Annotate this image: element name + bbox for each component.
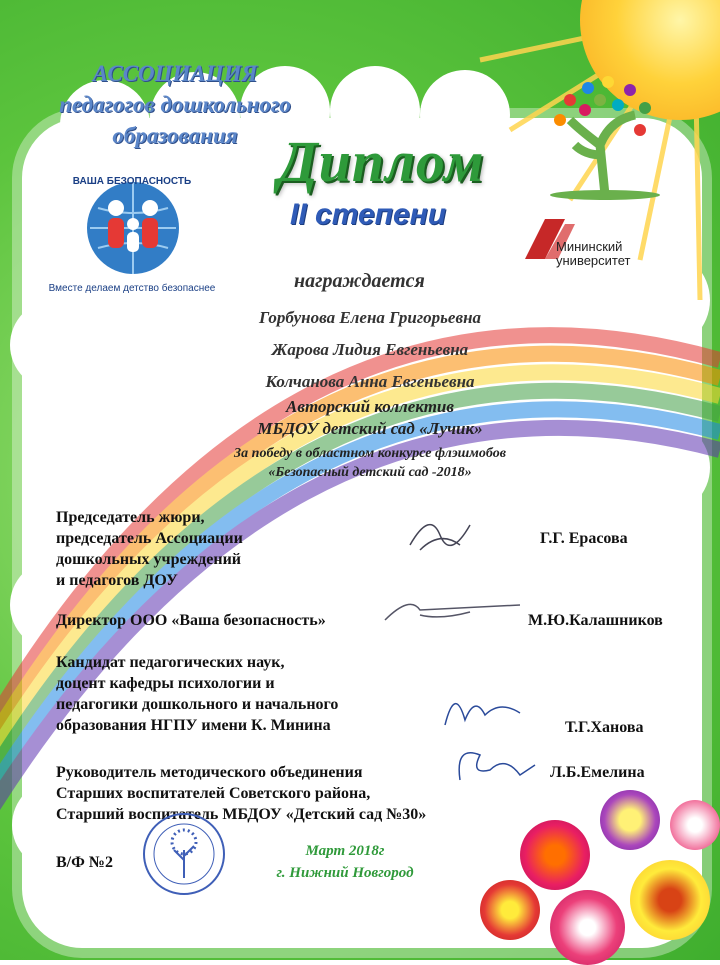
flower-bouquet (480, 780, 720, 960)
awarded-label: награждается (294, 270, 425, 292)
signer-4-position: Руководитель методического объединения Старших воспитателей Советского района, Старший воспитатель МБДОУ «Детский сад №30» (56, 764, 427, 823)
logo-title: ВАША БЕЗОПАСНОСТЬ (72, 176, 192, 187)
issue-date-place: Март 2018г г. Нижний Новгород (276, 843, 414, 881)
signature (440, 685, 530, 735)
diploma-title: Диплом (278, 129, 485, 194)
recipient-name: Жарова Лидия Евгеньевна (271, 340, 469, 359)
signature (400, 505, 480, 565)
signer-1-name: Г.Г. Ерасова (540, 530, 628, 547)
diploma-degree: II степени (290, 198, 447, 231)
signer-3-position: Кандидат педагогических наук, доцент кафедры психологии и педагогики дошкольного и начального образования НГПУ имени К. Минина (56, 654, 339, 734)
tree-of-hands-icon (540, 60, 670, 200)
document-number: В/Ф №2 (56, 854, 113, 871)
signer-2-position: Директор ООО «Ваша безопасность» (56, 612, 326, 629)
signature (380, 590, 530, 630)
signer-4-name: Л.Б.Емелина (550, 764, 645, 781)
association-stamp-icon (140, 810, 228, 898)
signer-3-name: Т.Г.Ханова (565, 719, 644, 736)
award-reason: За победу в областном конкурсе флэшмобов «Безопасный детский сад -2018» (234, 446, 506, 480)
recipient-name: Колчанова Анна Евгеньевна (265, 372, 475, 391)
mininsky-logo-text: Мининский университет (556, 239, 631, 268)
recipients-list (120, 302, 620, 398)
recipient-name: Горбунова Елена Григорьевна (258, 308, 482, 327)
signer-2-name: М.Ю.Калашников (528, 612, 663, 629)
team-label: Авторский коллектив МБДОУ детский сад «Лучик» (257, 397, 483, 438)
association-heading: АССОЦИАЦИЯ педагогов дошкольного образования (59, 61, 291, 148)
signer-1-position: Председатель жюри, председатель Ассоциации дошкольных учреждений и педагогов ДОУ (56, 509, 243, 589)
logo-slogan: Вместе делаем детство безопаснее (48, 283, 216, 294)
